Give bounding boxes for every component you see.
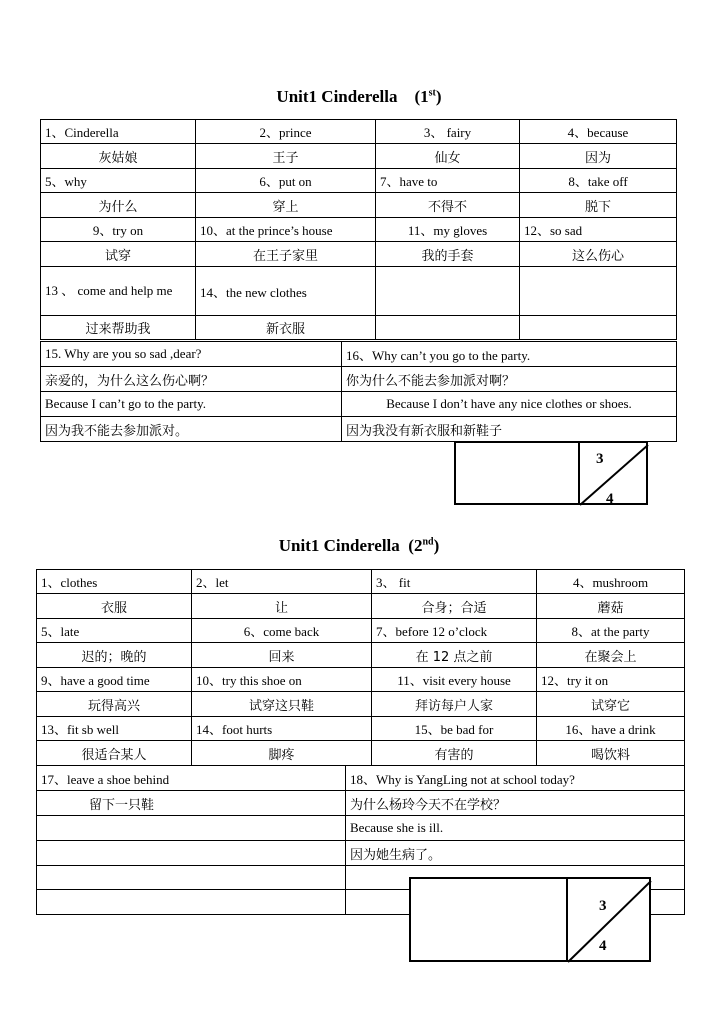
meaning-cell: 脱下 bbox=[520, 193, 677, 218]
section2-title-text: Unit1 Cinderella bbox=[278, 536, 400, 555]
word-cell bbox=[520, 267, 677, 316]
word-cell: 7、have to bbox=[376, 169, 520, 193]
translation-cell bbox=[37, 841, 346, 866]
word-cell: 8、at the party bbox=[537, 619, 685, 643]
section2-title-num: (2 bbox=[408, 536, 423, 555]
word-cell: 14、foot hurts bbox=[192, 717, 372, 741]
score-bottom: 4 bbox=[599, 938, 607, 954]
sentence-cell bbox=[37, 816, 346, 841]
meaning-cell: 玩得高兴 bbox=[37, 692, 192, 717]
word-cell: 1、Cinderella bbox=[41, 120, 196, 144]
word-cell: 13 、 come and help me bbox=[41, 267, 196, 316]
meaning-cell: 蘑菇 bbox=[537, 594, 685, 619]
score-top: 3 bbox=[596, 451, 604, 467]
translation-cell: 因为她生病了。 bbox=[346, 841, 685, 866]
meaning-cell: 拜访每户人家 bbox=[372, 692, 537, 717]
translation-cell: 因为我不能去参加派对。 bbox=[41, 417, 342, 442]
translation-cell: 亲爱的，为什么这么伤心啊？ bbox=[41, 367, 342, 392]
word-cell: 2、prince bbox=[196, 120, 376, 144]
section1-title-num: (1 bbox=[414, 87, 429, 106]
word-cell: 11、visit every house bbox=[372, 668, 537, 692]
meaning-cell: 这么伤心 bbox=[520, 242, 677, 267]
word-cell: 3、 fit bbox=[372, 570, 537, 594]
meaning-cell: 王子 bbox=[196, 144, 376, 169]
meaning-cell: 试穿 bbox=[41, 242, 196, 267]
sentence-cell: Because I can’t go to the party. bbox=[41, 392, 342, 417]
meaning-cell bbox=[376, 316, 520, 340]
section1-word-table bbox=[40, 119, 677, 340]
translation-cell: 因为我没有新衣服和新鞋子 bbox=[342, 417, 677, 442]
meaning-cell: 因为 bbox=[520, 144, 677, 169]
meaning-cell: 试穿它 bbox=[537, 692, 685, 717]
word-cell: 4、because bbox=[520, 120, 677, 144]
meaning-cell: 仙女 bbox=[376, 144, 520, 169]
word-cell: 15、be bad for bbox=[372, 717, 537, 741]
section1-title-close: ) bbox=[435, 87, 442, 106]
meaning-cell: 在聚会上 bbox=[537, 643, 685, 668]
meaning-cell: 在 12 点之前 bbox=[372, 643, 537, 668]
word-cell: 13、fit sb well bbox=[37, 717, 192, 741]
translation-cell: 为什么杨玲今天不在学校？ bbox=[346, 791, 685, 816]
word-cell: 12、try it on bbox=[537, 668, 685, 692]
meaning-cell: 衣服 bbox=[37, 594, 192, 619]
word-cell: 1、clothes bbox=[37, 570, 192, 594]
section2-title bbox=[0, 536, 718, 556]
word-cell: 8、take off bbox=[520, 169, 677, 193]
word-cell: 6、put on bbox=[196, 169, 376, 193]
meaning-cell: 过来帮助我 bbox=[41, 316, 196, 340]
translation-cell: 你为什么不能去参加派对啊？ bbox=[342, 367, 677, 392]
word-cell: 9、try on bbox=[41, 218, 196, 242]
meaning-cell: 回来 bbox=[192, 643, 372, 668]
meaning-cell: 脚疼 bbox=[192, 741, 372, 766]
meaning-cell bbox=[520, 316, 677, 340]
meaning-cell: 新衣服 bbox=[196, 316, 376, 340]
word-cell: 5、why bbox=[41, 169, 196, 193]
word-cell: 12、so sad bbox=[520, 218, 677, 242]
word-cell: 6、come back bbox=[192, 619, 372, 643]
word-cell bbox=[376, 267, 520, 316]
meaning-cell: 迟的；晚的 bbox=[37, 643, 192, 668]
meaning-cell: 喝饮料 bbox=[537, 741, 685, 766]
sentence-cell: 15. Why are you so sad ,dear? bbox=[41, 342, 342, 367]
section1-title-text: Unit1 Cinderella bbox=[276, 87, 398, 106]
meaning-cell: 在王子家里 bbox=[196, 242, 376, 267]
word-cell: 9、have a good time bbox=[37, 668, 192, 692]
word-cell: 16、have a drink bbox=[537, 717, 685, 741]
section1-title bbox=[0, 87, 718, 107]
section2-word-table bbox=[36, 569, 685, 766]
sentence-cell: Because I don’t have any nice clothes or shoes. bbox=[342, 392, 677, 417]
meaning-cell: 有害的 bbox=[372, 741, 537, 766]
score-top: 3 bbox=[599, 898, 607, 914]
sentence-cell: 16、Why can’t you go to the party. bbox=[342, 342, 677, 367]
word-cell: 7、before 12 o’clock bbox=[372, 619, 537, 643]
meaning-cell: 合身；合适 bbox=[372, 594, 537, 619]
meaning-cell: 很适合某人 bbox=[37, 741, 192, 766]
sentence-cell: 17、leave a shoe behind bbox=[37, 766, 346, 791]
section2-score-box bbox=[409, 877, 651, 962]
word-cell: 2、let bbox=[192, 570, 372, 594]
word-cell: 10、try this shoe on bbox=[192, 668, 372, 692]
section2-title-close: ) bbox=[433, 536, 440, 555]
sentence-cell: 18、Why is YangLing not at school today? bbox=[346, 766, 685, 791]
word-cell: 11、my gloves bbox=[376, 218, 520, 242]
empty-cell bbox=[37, 890, 346, 915]
word-cell: 3、 fairy bbox=[376, 120, 520, 144]
sentence-cell: Because she is ill. bbox=[346, 816, 685, 841]
section1-sentence-table bbox=[40, 341, 677, 442]
section1-title-sup: st bbox=[428, 87, 436, 99]
meaning-cell: 灰姑娘 bbox=[41, 144, 196, 169]
section1-score-box bbox=[454, 441, 648, 505]
word-cell: 10、at the prince’s house bbox=[196, 218, 376, 242]
meaning-cell: 我的手套 bbox=[376, 242, 520, 267]
word-cell: 4、mushroom bbox=[537, 570, 685, 594]
word-cell: 5、late bbox=[37, 619, 192, 643]
meaning-cell: 不得不 bbox=[376, 193, 520, 218]
section2-title-sup: nd bbox=[422, 536, 434, 548]
meaning-cell: 让 bbox=[192, 594, 372, 619]
meaning-cell: 穿上 bbox=[196, 193, 376, 218]
empty-cell bbox=[37, 866, 346, 890]
word-cell: 14、the new clothes bbox=[196, 267, 376, 316]
translation-cell: 留下一只鞋 bbox=[37, 791, 346, 816]
meaning-cell: 为什么 bbox=[41, 193, 196, 218]
score-bottom: 4 bbox=[606, 491, 614, 507]
meaning-cell: 试穿这只鞋 bbox=[192, 692, 372, 717]
